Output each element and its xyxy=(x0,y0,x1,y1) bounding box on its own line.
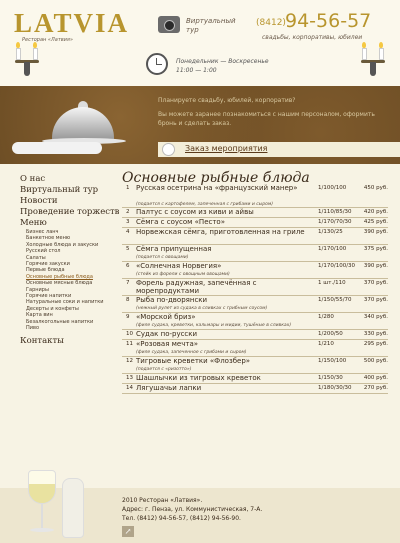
dish-weight: 1/100/100 xyxy=(318,185,347,191)
opening-hours xyxy=(176,57,269,75)
submenu-item[interactable]: Карта вин xyxy=(26,312,53,319)
logo-subtitle: Ресторан «Латвия» xyxy=(22,37,74,43)
footer-phones: Тел. (8412) 94-56-57, (8412) 94-56-90. xyxy=(122,515,241,522)
dish-name: «Солнечная Норвегия» xyxy=(136,262,222,270)
phone-number: 94-56-57 xyxy=(285,10,372,32)
dish-number: 2 xyxy=(126,209,130,215)
submenu-item[interactable]: Десерты и конфеты xyxy=(26,305,79,312)
dish-note: (филе судака, запеченное с грибами и сыром) xyxy=(136,350,247,355)
dish-number: 4 xyxy=(126,229,130,235)
clock-icon xyxy=(146,53,168,75)
sidebar-nav xyxy=(20,174,120,347)
dish-weight: 1/170/100/30 xyxy=(318,263,356,269)
dish-row xyxy=(122,340,388,357)
dish-price: 375 руб. xyxy=(363,246,388,252)
submenu-item[interactable]: Безалкогольные напитки xyxy=(26,318,94,325)
logo[interactable]: LATVIA xyxy=(14,8,130,38)
nav-events[interactable]: Проведение торжеств xyxy=(20,207,120,217)
dish-name: Тигровые креветки «Флозбер» xyxy=(136,357,251,365)
dish-number: 10 xyxy=(126,331,133,337)
dish-number: 6 xyxy=(126,263,130,269)
banner-line-2: Вы можете заранее познакомиться с нашим персоналом, оформить бронь и сделать заказ. xyxy=(158,111,375,127)
dish-row xyxy=(122,208,388,218)
dish-weight: 1/180/30/30 xyxy=(318,385,352,391)
dish-price: 390 руб. xyxy=(363,263,388,269)
dish-price: 450 руб. xyxy=(363,185,388,191)
dish-name: Рыба по-дворянски xyxy=(136,296,208,304)
camera-icon xyxy=(158,16,180,33)
dish-note: (стейк из форели с овощным овощами) xyxy=(136,272,230,277)
order-event-strip xyxy=(158,142,400,157)
dish-price: 295 руб. xyxy=(363,341,388,347)
dish-weight: 1/130/25 xyxy=(318,229,343,235)
dish-row xyxy=(122,245,388,262)
phone-code: (8412) xyxy=(256,18,286,28)
dish-note: (подается с картофелем, запеченная с грибами и сыром) xyxy=(136,202,273,207)
dish-row xyxy=(122,296,388,313)
dish-row xyxy=(122,330,388,340)
dish-weight: 1/170/70/30 xyxy=(318,219,352,225)
bottle-image xyxy=(62,478,84,538)
dish-name: «Розовая мечта» xyxy=(136,340,199,348)
header xyxy=(0,0,400,86)
dish-note: (подается с овощами) xyxy=(136,255,189,260)
submenu-item[interactable]: Бизнес ланч xyxy=(26,229,59,235)
dish-name: Форель радужная, запечённая с морепродуктами xyxy=(136,279,257,295)
dish-number: 1 xyxy=(126,185,130,191)
dish-note: (подается с «ризотто») xyxy=(136,367,192,372)
arrow-icon[interactable]: ↗ xyxy=(122,526,134,537)
dish-name: Норвежская сёмга, приготовленная на гриле xyxy=(136,228,305,236)
dish-name: Лягушачьи лапки xyxy=(136,384,202,392)
dish-number: 3 xyxy=(126,219,130,225)
dish-name: Палтус с соусом из киви и айвы xyxy=(136,208,254,216)
dish-weight: 1/150/30 xyxy=(318,375,343,381)
dish-weight: 1/150/100 xyxy=(318,358,347,364)
dish-price: 370 руб. xyxy=(363,297,388,303)
dish-number: 9 xyxy=(126,314,130,320)
submenu-item[interactable]: Горячие закуски xyxy=(26,261,70,268)
dish-weight: 1/280 xyxy=(318,314,334,320)
submenu-item[interactable]: Салаты xyxy=(26,254,46,261)
dish-row xyxy=(122,184,388,208)
event-banner xyxy=(0,86,400,164)
dish-row xyxy=(122,313,388,330)
dish-weight: 1/210 xyxy=(318,341,334,347)
banner-line-1: Планируете свадьбу, юбилей, корпоратив? xyxy=(158,97,296,104)
banner-text xyxy=(158,96,390,133)
dish-number: 7 xyxy=(126,280,130,286)
wine-glass-image xyxy=(26,470,58,540)
dish-note: (нежный рулет из судака в сливках с грибным соусом) xyxy=(136,306,268,311)
dish-price: 390 руб. xyxy=(363,229,388,235)
dish-price: 420 руб. xyxy=(363,209,388,215)
submenu-item[interactable]: Первые блюда xyxy=(26,267,65,274)
dish-number: 11 xyxy=(126,341,133,347)
dish-name: Русская осетрина на «французский манер» xyxy=(136,184,298,192)
cloche-icon xyxy=(42,101,126,143)
dish-number: 14 xyxy=(126,385,133,391)
page-title: Основные рыбные блюда xyxy=(122,170,310,186)
dish-row xyxy=(122,228,388,245)
dish-weight: 1/170/100 xyxy=(318,246,347,252)
dish-row xyxy=(122,279,388,296)
submenu-item[interactable]: Холодные блюда и закуски xyxy=(26,241,99,248)
dish-row xyxy=(122,384,388,394)
candle-sconce-icon xyxy=(12,46,42,80)
dish-name: «Морской бриз» xyxy=(136,313,196,321)
submenu-item[interactable]: Горячие напитки xyxy=(26,293,72,300)
hours-days: Понедельник — Воскресенье xyxy=(176,58,269,65)
plate-icon xyxy=(162,143,175,156)
dish-note: (филе судака, креветки, кальмары и мидии, тушёные в сливках) xyxy=(136,323,292,328)
nav-contacts[interactable]: Контакты xyxy=(20,335,64,346)
submenu-item[interactable]: Натуральные соки и напитки xyxy=(26,299,104,306)
candle-sconce-icon xyxy=(358,46,388,80)
dish-number: 13 xyxy=(126,375,133,381)
dish-name: Шашлычки из тигровых креветок xyxy=(136,374,261,382)
submenu-item[interactable]: Пиво xyxy=(26,325,40,332)
dish-name: Сёмга припущенная xyxy=(136,245,212,253)
dish-name: Судак по-русски xyxy=(136,330,198,338)
dish-number: 12 xyxy=(126,358,133,364)
submenu-item[interactable]: Основные мясные блюда xyxy=(26,280,93,287)
dish-price: 370 руб. xyxy=(363,280,388,286)
dish-price: 330 руб. xyxy=(363,331,388,337)
nav-menu[interactable]: Меню xyxy=(20,218,47,228)
serving-hand-image xyxy=(12,142,102,154)
dish-weight: 1/150/55/70 xyxy=(318,297,352,303)
dish-row xyxy=(122,357,388,374)
dish-number: 5 xyxy=(126,246,130,252)
submenu-item[interactable]: Основные рыбные блюда xyxy=(26,273,93,280)
dish-price: 500 руб. xyxy=(363,358,388,364)
dish-name: Сёмга с соусом «Песто» xyxy=(136,218,225,226)
dish-list xyxy=(122,184,388,394)
dish-price: 400 руб. xyxy=(363,375,388,381)
dish-price: 340 руб. xyxy=(363,314,388,320)
dish-row xyxy=(122,374,388,384)
virtual-tour-label: Виртуальный тур xyxy=(186,17,236,34)
submenu-item[interactable]: Гарниры xyxy=(26,286,49,293)
dish-weight: 1/200/50 xyxy=(318,331,343,337)
submenu-item[interactable]: Банкетное меню xyxy=(26,235,71,242)
dish-weight: 1 шт./110 xyxy=(318,280,346,286)
dish-row xyxy=(122,218,388,228)
footer-copyright: 2010 Ресторан «Латвия». xyxy=(122,497,203,504)
phone-subtitle: свадьбы, корпоративы, юбилеи xyxy=(262,34,363,41)
nav-about[interactable]: О нас xyxy=(20,174,46,184)
submenu-item[interactable]: Русский стол xyxy=(26,248,61,255)
dish-weight: 1/110/85/30 xyxy=(318,209,352,215)
menu-submenu xyxy=(20,229,120,332)
dish-row xyxy=(122,262,388,279)
nav-news[interactable]: Новости xyxy=(20,196,58,206)
dish-price: 270 руб. xyxy=(363,385,388,391)
footer-info xyxy=(122,496,262,523)
dish-number: 8 xyxy=(126,297,130,303)
footer-address: Адрес: г. Пенза, ул. Коммунистическая, 7-А. xyxy=(122,506,263,513)
dish-price: 425 руб. xyxy=(363,219,388,225)
order-event-link[interactable]: Заказ мероприятия xyxy=(185,144,268,153)
hours-time: 11:00 — 1:00 xyxy=(176,67,217,74)
nav-virtual-tour[interactable]: Виртуальный тур xyxy=(20,185,99,195)
